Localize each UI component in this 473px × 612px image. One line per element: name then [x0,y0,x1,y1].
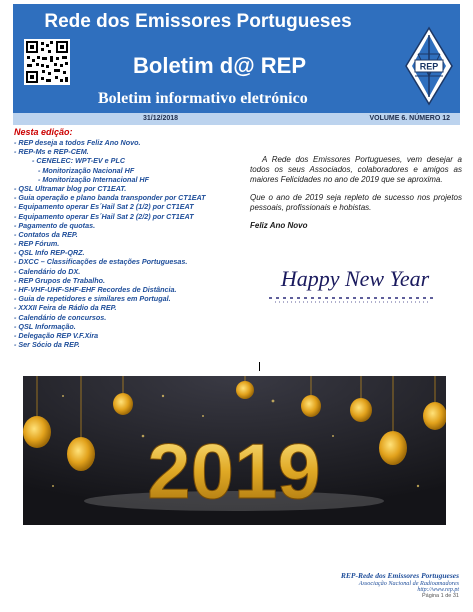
article [250,155,462,239]
bulletin-subtitle: Boletim informativo eletrónico [98,90,308,107]
footer-association: Associação Nacional de Radioamadores [358,580,459,587]
toc-item[interactable]: - Equipamento operar Es´Hail Sat 2 (1/2) por CT1EAT [14,202,194,212]
toc-item[interactable]: - Guia de repetidores e similares em Portugal. [14,294,171,304]
toc-item[interactable]: - Ser Sócio da REP. [14,340,80,350]
toc-item[interactable]: - REP-Ms e REP-CEM. [14,147,89,157]
logo-text: REP [419,61,439,72]
header-banner [13,4,460,113]
toc-item[interactable]: - CENELEC: WPT-EV e PLC [32,156,126,166]
toc-item[interactable]: - DXCC – Classificações de estações Portuguesas. [14,257,188,267]
happy-new-year-image [265,262,445,306]
text-cursor [259,362,260,371]
toc-item[interactable]: - Equipamento operar Es´Hail Sat 2 (2/2) por CT1EAT [14,211,194,221]
footer-website-link[interactable]: http://www.rep.pt [417,587,459,593]
info-bar [13,113,460,125]
bulletin-title: Boletim d@ REP [133,53,307,78]
happy-new-year-text: Happy New Year [280,266,430,291]
footer-org-name: REP-Rede dos Emissores Portugueses [340,571,459,580]
toc-item[interactable]: - REP Fórum. [14,239,60,249]
toc-item[interactable]: - Monitorização Nacional HF [38,165,135,175]
toc-item[interactable]: - HF-VHF-UHF-SHF-EHF Recordes de Distância. [14,285,177,294]
toc-heading: Nesta edição: [14,127,73,137]
toc-item[interactable]: - Guia operação e plano banda transponder por CT1EAT [14,193,206,203]
toc-item[interactable]: - REP deseja a todos Feliz Ano Novo. [14,138,141,147]
toc-item[interactable]: - Monitorização Internacional HF [38,174,150,184]
article-paragraph-1: A Rede dos Emissores Portugueses, vem desejar a todos os seus Associados, colaboradores e amigos as maiores Felicidades no ano de 2019 que se aproxima. [250,155,462,184]
toc-item[interactable]: - Pagamento de quotas. [14,220,96,230]
toc-item[interactable]: - REP Grupos de Trabalho. [14,275,106,285]
rep-logo [403,26,455,106]
toc-item[interactable]: - QSL Info REP-QRZ. [14,248,85,258]
footer [341,571,459,599]
new-year-2019-banner [23,376,446,525]
toc-item[interactable]: - Calendário do DX. [14,266,81,276]
hero-year-text: 2019 [147,427,321,515]
toc-item[interactable]: - QSL Ultramar blog por CT1EAT. [14,183,127,193]
toc-item[interactable]: - QSL Informação. [14,321,76,331]
article-paragraph-2: Que o ano de 2019 seja repleto de sucesso nos projetos pessoais, profissionais e hobistas. [250,193,462,212]
toc-item[interactable]: - XXXII Feira de Rádio da REP. [14,303,117,313]
toc-item[interactable]: - Delegação REP V.F.Xira [14,330,99,340]
org-name-title: Rede dos Emissores Portugueses [44,11,352,32]
table-of-contents [14,138,254,349]
sign-off: Feliz Ano Novo [250,221,308,230]
toc-item[interactable]: - Calendário de concursos. [14,312,107,322]
page-number: Página 1 de 31 [421,593,459,599]
toc-item[interactable]: - Contatos da REP. [14,229,78,239]
qr-code[interactable] [24,39,70,85]
issue-date: 31/12/2018 [143,115,179,122]
volume-number: VOLUME 6. NÚMERO 12 [369,115,450,122]
